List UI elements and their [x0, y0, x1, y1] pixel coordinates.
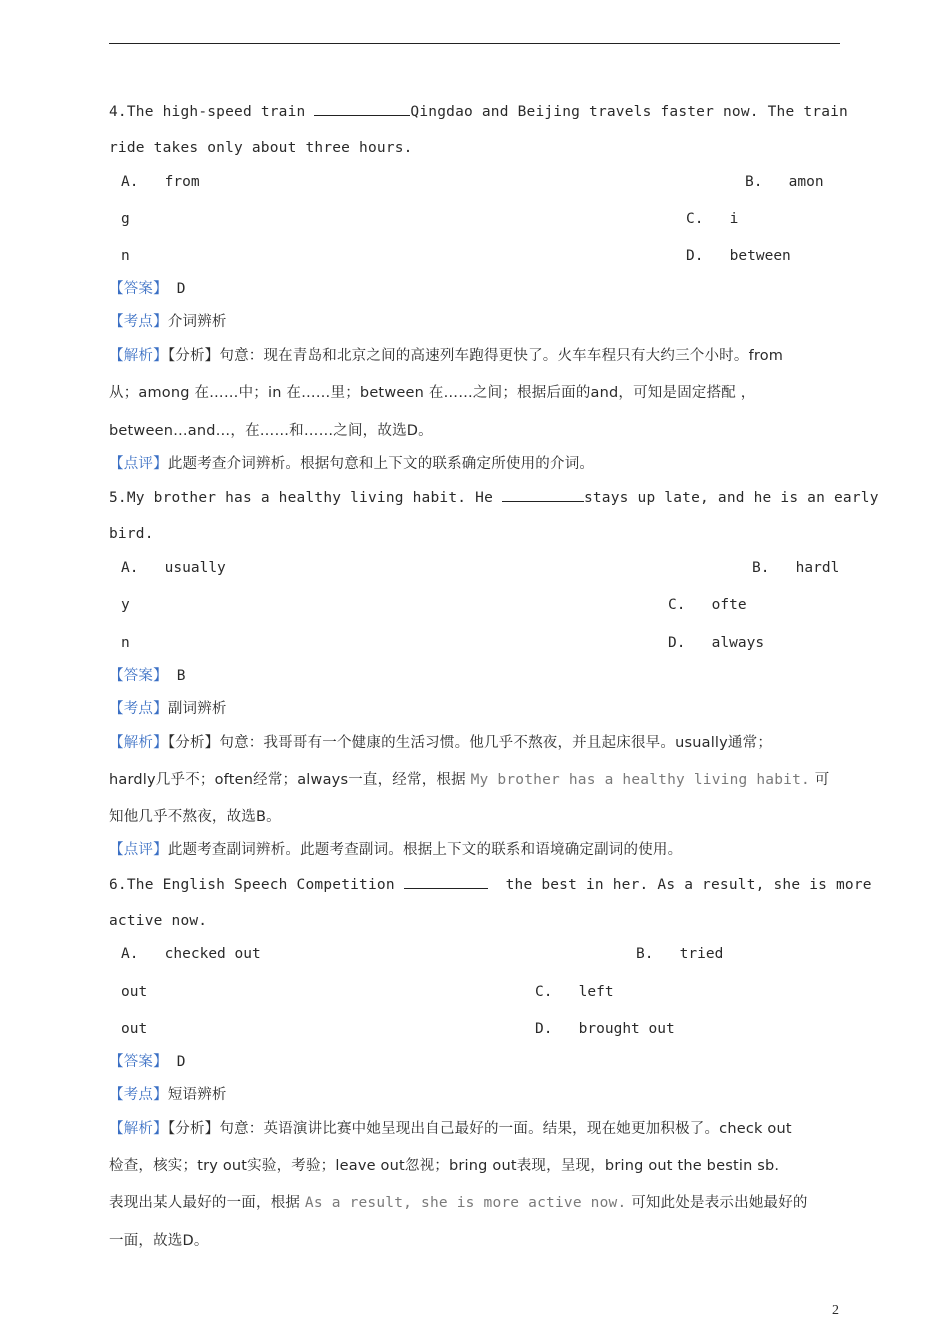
- analysis-tag: 【解析】: [109, 1121, 168, 1137]
- quoted-sentence: As a result, she is more active now.: [304, 1195, 627, 1211]
- q5-analysis-line-1: 【解析】【分析】句意：我哥哥有一个健康的生活习惯。他几乎不熬夜，并且起床很早。usually通常；: [109, 735, 773, 751]
- q6-option-c: C. left: [535, 984, 614, 1000]
- q6-answer: [109, 1052, 186, 1072]
- q4-stem-part-a: The high-speed train: [126, 104, 306, 120]
- q4-stem-part-b: Qingdao and Beijing travels faster now. The train: [410, 104, 848, 120]
- question-number: 5.: [109, 490, 127, 506]
- q4-analysis-line-3: between…and…，在……和……之间，故选D。: [109, 423, 433, 439]
- question-number: 4.: [109, 104, 127, 120]
- answer-blank: [502, 487, 584, 502]
- q5-option-a: A. usually: [121, 560, 226, 576]
- header-rule: [109, 43, 840, 44]
- q4-option-c: C. i: [686, 211, 739, 227]
- point-value: 短语辨析: [167, 1087, 227, 1103]
- q5-option-b: B. hardl: [752, 560, 840, 576]
- q6-analysis-line-3: 表现出某人最好的一面，根据 As a result, she is more active now. 可知此处是表示出她最好的: [109, 1195, 808, 1211]
- q5-analysis-line-3: 知他几乎不熬夜，故选B。: [109, 809, 281, 825]
- answer-blank: [404, 874, 488, 889]
- q6-option-a: A. checked out: [121, 946, 261, 962]
- q5-answer: [109, 666, 186, 686]
- q6-stem-part-a: The English Speech Competition: [126, 877, 395, 893]
- q4-option-b: B. amon: [745, 174, 824, 190]
- q6-analysis-line-1: 【解析】【分析】句意：英语演讲比赛中她呈现出自己最好的一面。结果，现在她更加积极了。check out: [109, 1121, 792, 1137]
- q6-analysis-line-4: 一面，故选D。: [109, 1233, 209, 1249]
- answer-tag: 【答案】: [109, 1054, 168, 1070]
- point-tag: 【考点】: [109, 314, 168, 330]
- answer-tag: 【答案】: [109, 281, 168, 297]
- q6-option-b-wrap: out: [121, 984, 148, 1000]
- q6-option-b: B. tried: [636, 946, 724, 962]
- quoted-sentence: My brother has a healthy living habit.: [470, 772, 810, 788]
- q6-stem-line-1: [109, 874, 872, 895]
- point-tag: 【考点】: [109, 1087, 168, 1103]
- point-value: 副词辨析: [167, 701, 227, 717]
- q4-comment: 【点评】此题考查介词辨析。根据句意和上下文的联系确定所使用的介词。: [109, 456, 595, 472]
- q5-option-d: D. always: [668, 635, 765, 651]
- analysis-tag: 【解析】: [109, 735, 168, 751]
- page-number: 2: [832, 1303, 839, 1318]
- q6-point: [109, 1085, 227, 1105]
- answer-value: D: [176, 1054, 186, 1070]
- q4-analysis-line-1: 【解析】【分析】句意：现在青岛和北京之间的高速列车跑得更快了。火车车程只有大约三个小时。from: [109, 348, 784, 364]
- q5-option-c: C. ofte: [668, 597, 747, 613]
- q6-option-c-wrap: out: [121, 1021, 148, 1037]
- q4-option-b-wrap: g: [121, 211, 130, 227]
- q4-option-a: A. from: [121, 174, 200, 190]
- q5-point: [109, 699, 227, 719]
- q5-stem-line-2: bird.: [109, 526, 154, 542]
- point-value: 介词辨析: [167, 314, 227, 330]
- q4-answer: [109, 279, 186, 299]
- q5-analysis-line-2: hardly几乎不；often经常；always一直，经常，根据 My brother has a healthy living habit. 可: [109, 772, 830, 788]
- q5-option-b-wrap: y: [121, 597, 130, 613]
- q4-option-c-wrap: n: [121, 248, 130, 264]
- analysis-tag: 【解析】: [109, 348, 168, 364]
- q5-stem-part-a: My brother has a healthy living habit. He: [126, 490, 493, 506]
- q4-analysis-line-2: 从；among 在……中；in 在……里；between 在……之间；根据后面的and，可知是固定搭配 ，: [109, 385, 756, 401]
- answer-value: D: [176, 281, 186, 297]
- q4-point: [109, 312, 227, 332]
- q5-comment: 【点评】此题考查副词辨析。此题考查副词。根据上下文的联系和语境确定副词的使用。: [109, 842, 683, 858]
- q4-stem-line-2: ride takes only about three hours.: [109, 140, 413, 156]
- q5-stem-part-b: stays up late, and he is an early: [583, 490, 879, 506]
- answer-blank: [314, 101, 410, 116]
- q5-option-c-wrap: n: [121, 635, 130, 651]
- q6-stem-part-b: the best in her. As a result, she is more: [505, 877, 872, 893]
- q5-stem-line-1: [109, 487, 879, 508]
- q4-option-d: D. between: [686, 248, 791, 264]
- answer-tag: 【答案】: [109, 668, 168, 684]
- q6-option-d: D. brought out: [535, 1021, 675, 1037]
- q6-stem-line-2: active now.: [109, 913, 208, 929]
- comment-tag: 【点评】: [109, 456, 168, 472]
- comment-tag: 【点评】: [109, 842, 168, 858]
- question-number: 6.: [109, 877, 127, 893]
- q6-analysis-line-2: 检查，核实；try out实验，考验；leave out忽视；bring out表现，呈现，bring out the bestin sb.: [109, 1158, 780, 1174]
- answer-value: B: [176, 668, 186, 684]
- point-tag: 【考点】: [109, 701, 168, 717]
- q4-stem-line-1: [109, 101, 848, 122]
